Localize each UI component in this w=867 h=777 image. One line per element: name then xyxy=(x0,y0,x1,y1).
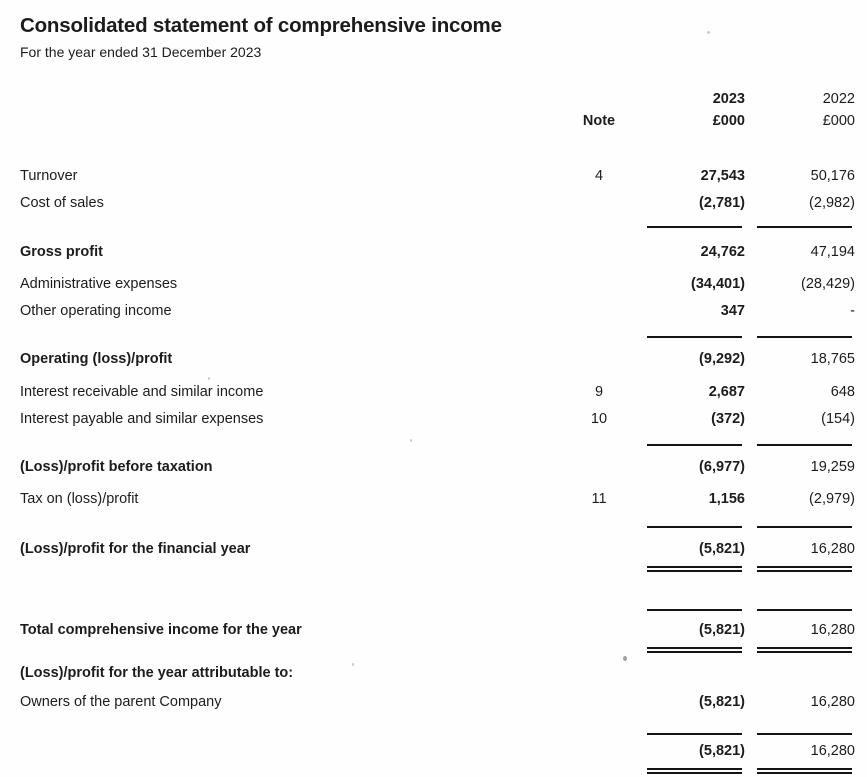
value-2022: (28,429) xyxy=(800,275,855,292)
rule-line-2023 xyxy=(647,733,742,735)
column-header-note: Note xyxy=(582,113,616,129)
income-statement-table xyxy=(20,88,855,774)
table-row-turnover xyxy=(20,162,855,189)
table-row-tax xyxy=(20,485,855,512)
scan-speck xyxy=(707,31,710,34)
rule-line-2022 xyxy=(757,336,852,338)
row-label: Tax on (loss)/profit xyxy=(20,490,139,507)
subtotal-rule xyxy=(20,733,855,736)
value-2023: (372) xyxy=(711,410,745,427)
double-rule-2023 xyxy=(647,768,742,774)
row-label: Cost of sales xyxy=(20,194,104,211)
double-rule-2023 xyxy=(647,647,742,653)
value-2022: 16,280 xyxy=(810,742,855,759)
row-label: Total comprehensive income for the year xyxy=(20,621,302,638)
double-rule-2022 xyxy=(757,647,852,653)
header-row-units xyxy=(20,110,855,132)
table-row-loss-profit-before-taxation xyxy=(20,453,855,480)
double-rule-2023 xyxy=(647,566,742,572)
rule-line-2023 xyxy=(647,526,742,528)
row-label: (Loss)/profit before taxation xyxy=(20,458,213,475)
value-2022: 50,176 xyxy=(810,167,855,184)
value-2022: - xyxy=(850,302,855,319)
table-row-operating-loss-profit xyxy=(20,345,855,372)
rule-line-2022 xyxy=(757,609,852,611)
value-2022: 47,194 xyxy=(810,243,855,260)
table-row-interest-receivable xyxy=(20,378,855,405)
value-2023: (5,821) xyxy=(699,693,745,710)
value-2023: (5,821) xyxy=(699,540,745,557)
value-2023: (5,821) xyxy=(699,621,745,638)
value-2023: (6,977) xyxy=(699,458,745,475)
total-double-rule xyxy=(20,647,855,653)
row-label: Interest receivable and similar income xyxy=(20,383,264,400)
scan-speck xyxy=(208,377,210,380)
value-2022: (2,979) xyxy=(809,490,855,507)
value-2022: 16,280 xyxy=(810,693,855,710)
value-2023: 2,687 xyxy=(708,383,745,400)
value-2023: 1,156 xyxy=(708,490,745,507)
value-2023: (34,401) xyxy=(690,275,745,292)
table-row-interest-payable xyxy=(20,405,855,432)
table-row-other-operating-income xyxy=(20,297,855,324)
value-2022: (154) xyxy=(821,410,855,427)
page-title: Consolidated statement of comprehensive income xyxy=(20,14,502,37)
note-ref: 4 xyxy=(594,167,604,184)
subtotal-rule xyxy=(20,444,855,447)
row-label: Interest payable and similar expenses xyxy=(20,410,264,427)
total-double-rule xyxy=(20,566,855,572)
row-label: (Loss)/profit for the year attributable to: xyxy=(20,664,294,681)
double-rule-2022 xyxy=(757,768,852,774)
table-row-attributable-total xyxy=(20,737,855,764)
column-header-2022: 2022 xyxy=(822,91,855,107)
value-2022: 16,280 xyxy=(810,540,855,557)
row-label: Gross profit xyxy=(20,243,103,260)
column-unit-2022: £000 xyxy=(822,113,855,129)
rule-line-2023 xyxy=(647,444,742,446)
note-ref: 11 xyxy=(591,490,607,507)
value-2022: 648 xyxy=(830,383,855,400)
rule-line-2023 xyxy=(647,336,742,338)
subtotal-rule xyxy=(20,609,855,612)
row-label: Owners of the parent Company xyxy=(20,693,222,710)
rule-line-2022 xyxy=(757,226,852,228)
table-row-attributable-heading xyxy=(20,659,855,686)
table-row-owners-parent-company xyxy=(20,688,855,715)
value-2023: 24,762 xyxy=(700,243,745,260)
value-2023: (9,292) xyxy=(699,350,745,367)
value-2022: 16,280 xyxy=(810,621,855,638)
column-unit-2023: £000 xyxy=(712,113,745,129)
scan-speck xyxy=(410,439,412,442)
row-label: Other operating income xyxy=(20,302,172,319)
subtotal-rule xyxy=(20,226,855,229)
rule-line-2022 xyxy=(757,733,852,735)
row-label: Operating (loss)/profit xyxy=(20,350,173,367)
double-rule-2022 xyxy=(757,566,852,572)
scan-speck xyxy=(623,656,627,661)
table-row-loss-profit-financial-year xyxy=(20,535,855,562)
value-2023: (2,781) xyxy=(699,194,745,211)
note-ref: 10 xyxy=(590,410,608,427)
value-2022: 19,259 xyxy=(810,458,855,475)
value-2023: 347 xyxy=(720,302,745,319)
value-2022: 18,765 xyxy=(810,350,855,367)
row-label: Turnover xyxy=(20,167,78,184)
row-label: (Loss)/profit for the financial year xyxy=(20,540,251,557)
header-row-years xyxy=(20,88,855,110)
total-double-rule xyxy=(20,768,855,774)
row-label: Administrative expenses xyxy=(20,275,178,292)
subtotal-rule xyxy=(20,336,855,339)
rule-line-2023 xyxy=(647,226,742,228)
page-subtitle: For the year ended 31 December 2023 xyxy=(20,44,262,60)
table-row-administrative-expenses xyxy=(20,270,855,297)
table-row-total-comprehensive-income xyxy=(20,616,855,643)
table-row-cost-of-sales xyxy=(20,189,855,216)
note-ref: 9 xyxy=(594,383,604,400)
rule-line-2022 xyxy=(757,526,852,528)
subtotal-rule xyxy=(20,526,855,529)
value-2022: (2,982) xyxy=(809,194,855,211)
value-2023: 27,543 xyxy=(700,167,745,184)
value-2023: (5,821) xyxy=(699,742,745,759)
rule-line-2023 xyxy=(647,609,742,611)
table-row-gross-profit xyxy=(20,238,855,265)
rule-line-2022 xyxy=(757,444,852,446)
scan-speck xyxy=(352,663,354,666)
column-header-2023: 2023 xyxy=(712,91,745,107)
